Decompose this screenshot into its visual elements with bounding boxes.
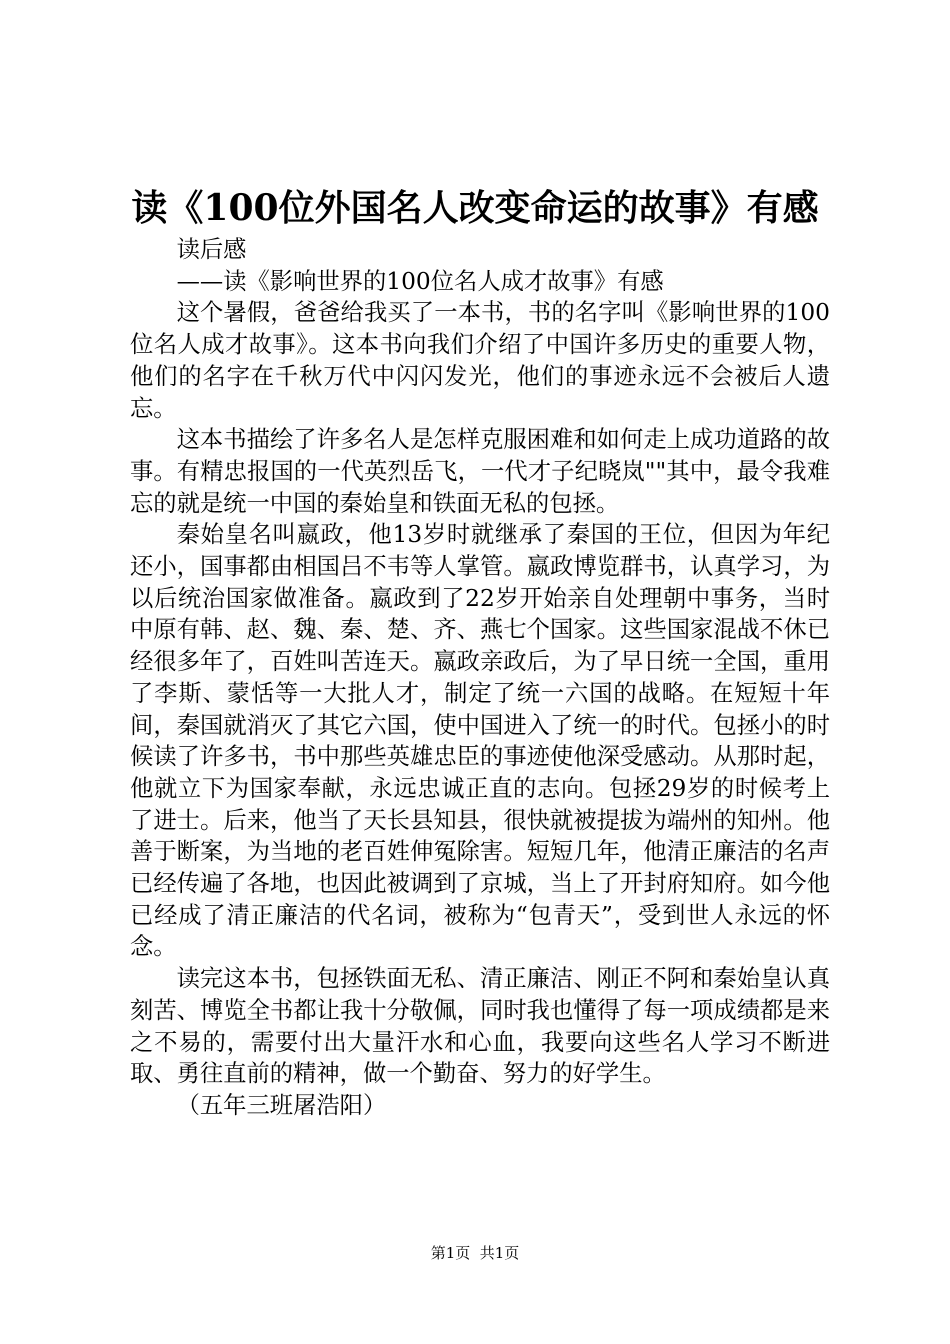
paragraph-conclusion: 读完这本书，包拯铁面无私、清正廉洁、刚正不阿和秦始皇认真刻苦、博览全书都让我十分敬佩，同时我也懂得了每一项成绩都是来之不易的，需要付出大量汗水和心血，我要向这些名人学习不断进取、勇往直前的精神，做一个勤奋、努力的好学生。 <box>130 965 830 1088</box>
paragraph-subtitle: ——读《影响世界的100位名人成才故事》有感 <box>176 267 664 295</box>
document-title: 读《100位外国名人改变命运的故事》有感 <box>131 187 819 229</box>
paragraph-author: （五年三班屠浩阳） <box>176 1091 387 1119</box>
page-footer <box>0 1243 950 1263</box>
paragraph-intro: 这个暑假，爸爸给我买了一本书，书的名字叫《影响世界的100位名人成才故事》。这本书向我们介绍了中国许多历史的重要人物，他们的名字在千秋万代中闪闪发光，他们的事迹永远不会被后人遗忘。 <box>130 299 830 422</box>
page-number: 第1页 共1页 <box>430 1244 520 1262</box>
paragraph-label: 读后感 <box>176 236 247 263</box>
paragraph-book-description: 这本书描绘了许多名人是怎样克服困难和如何走上成功道路的故事。有精忠报国的一代英烈岳飞，一代才子纪晓岚""其中，最令我难忘的就是统一中国的秦始皇和铁面无私的包拯。 <box>130 426 830 517</box>
paragraph-stories: 秦始皇名叫嬴政，他13岁时就继承了秦国的王位，但因为年纪还小，国事都由相国吕不韦等人掌管。嬴政博览群书，认真学习，为以后统治国家做准备。嬴政到了22岁开始亲自处理朝中事务，当时中原有韩、赵、魏、秦、楚、齐、燕七个国家。这些国家混战不休已经很多年了，百姓叫苦连天。嬴政亲政后，为了早日统一全国，重用了李斯、蒙恬等一大批人才，制定了统一六国的战略。在短短十年间，秦国就消灭了其它六国，使中国进入了统一的时代。包拯小的时候读了许多书，书中那些英雄忠臣的事迹使他深受感动。从那时起，他就立下为国家奉献，永远忠诚正直的志向。包拯29岁的时候考上了进士。后来，他当了天长县知县，很快就被提拔为端州的知州。他善于断案，为当地的老百姓伸冤除害。短短几年，他清正廉洁的名声已经传遍了各地，也因此被调到了京城，当上了开封府知府。如今他已经成了清正廉洁的代名词，被称为“包青天”，受到世人永远的怀念。 <box>130 521 830 961</box>
document-body <box>130 234 830 1122</box>
